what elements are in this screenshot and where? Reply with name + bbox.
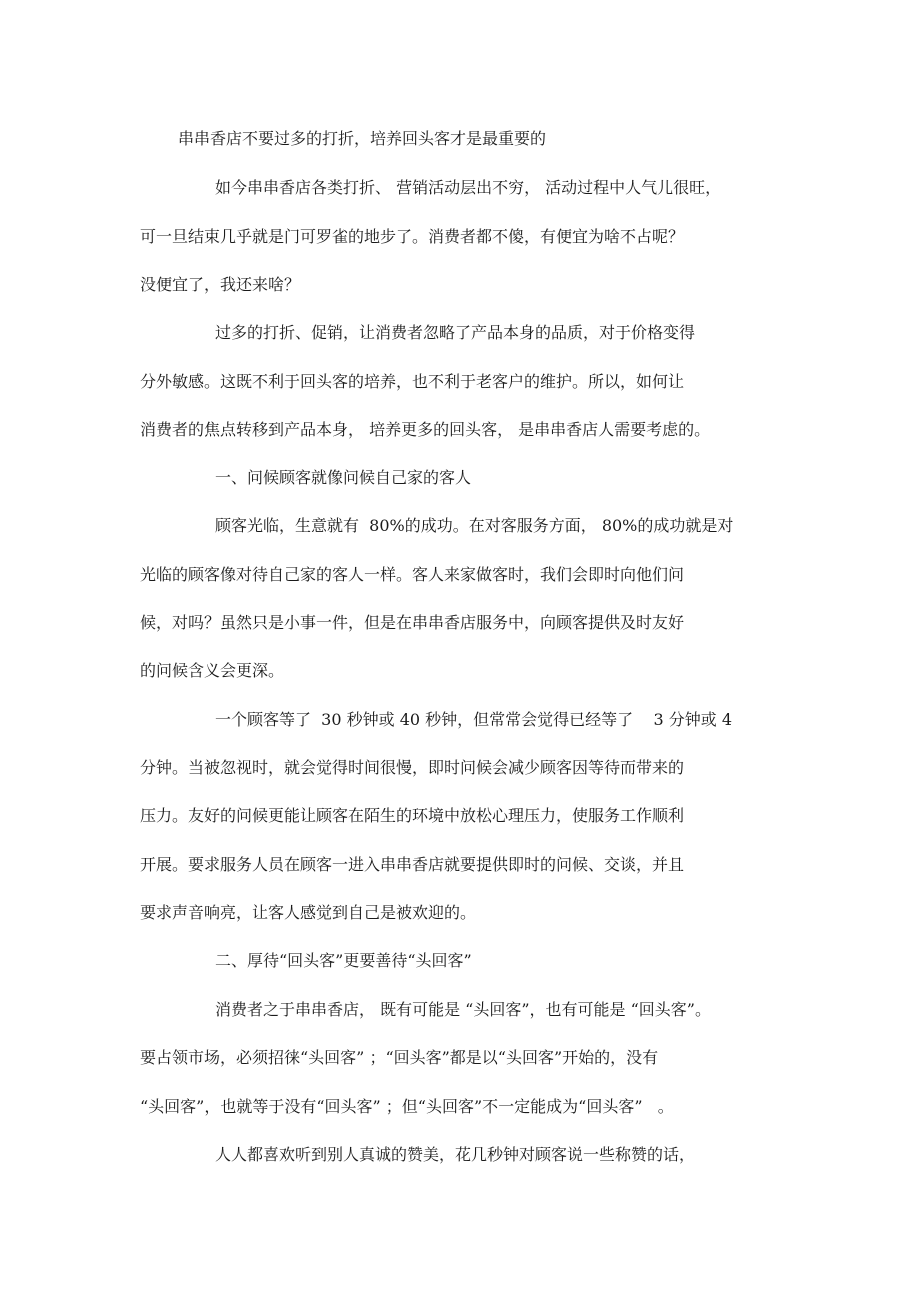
paragraph-line: 人人都喜欢听到别人真诚的赞美，花几秒钟对顾客说一些称赞的话， — [215, 1145, 696, 1164]
paragraph-line: 光临的顾客像对待自己家的客人一样。客人来家做客时，我们会即时向他们问 — [140, 565, 685, 584]
paragraph-line: 开展。要求服务人员在顾客一进入串串香店就要提供即时的问候、交谈，并且 — [140, 855, 685, 874]
paragraph-line: 分钟。当被忽视时，就会觉得时间很慢，即时问候会减少顾客因等待而带来的 — [140, 758, 685, 777]
paragraph-line: 如今串串香店各类打折、 营销活动层出不穷， 活动过程中人气儿很旺， — [215, 178, 722, 197]
section-heading: 一、问候顾客就像问候自己家的客人 — [215, 468, 472, 487]
paragraph-line: 可一旦结束几乎就是门可罗雀的地步了。消费者都不傻，有便宜为啥不占呢？ — [140, 227, 685, 246]
paragraph-line: 消费者之于串串香店， 既有可能是 “头回客”，也有可能是 “回头客”。 — [215, 1000, 711, 1019]
paragraph-line: 候，对吗？虽然只是小事一件，但是在串串香店服务中，向顾客提供及时友好 — [140, 613, 685, 632]
paragraph-line: 消费者的焦点转移到产品本身， 培养更多的回头客， 是串串香店人需要考虑的。 — [140, 420, 711, 439]
paragraph-line: 顾客光临，生意就有 80%的成功。在对客服务方面， 80%的成功就是对 — [215, 516, 734, 535]
paragraph-line: 过多的打折、促销，让消费者忽略了产品本身的品质，对于价格变得 — [215, 323, 696, 342]
paragraph-line: “头回客”，也就等于没有“回头客” ；但“头回客”不一定能成为“回头客” 。 — [140, 1097, 674, 1116]
paragraph-line: 要占领市场，必须招徕“头回客” ；“回头客”都是以“头回客”开始的，没有 — [140, 1048, 659, 1067]
section-heading: 二、厚待“回头客”更要善待“头回客” — [215, 951, 472, 970]
paragraph-line: 要求声音响亮，让客人感觉到自己是被欢迎的。 — [140, 903, 477, 922]
paragraph-line: 的问候含义会更深。 — [140, 661, 285, 680]
paragraph-line: 一个顾客等了 30 秒钟或 40 秒钟，但常常会觉得已经等了 3 分钟或 4 — [215, 710, 733, 729]
document-title: 串串香店不要过多的打折，培养回头客才是最重要的 — [178, 129, 547, 148]
paragraph-line: 分外敏感。这既不利于回头客的培养，也不利于老客户的维护。所以，如何让 — [140, 372, 685, 391]
paragraph-line: 没便宜了，我还来啥？ — [140, 275, 301, 294]
paragraph-line: 压力。友好的问候更能让顾客在陌生的环境中放松心理压力，使服务工作顺利 — [140, 806, 685, 825]
